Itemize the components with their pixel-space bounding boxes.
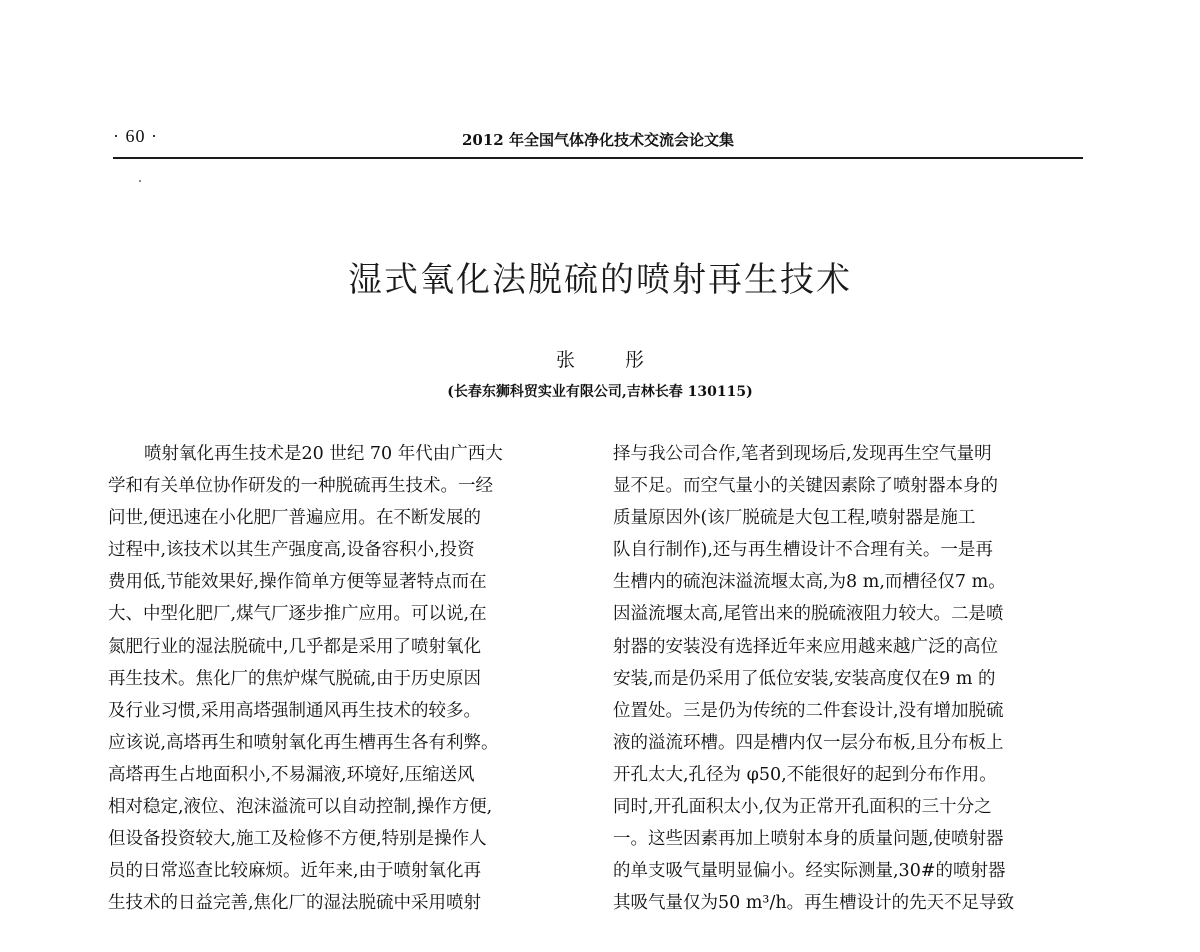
- body-line: 的单支吸气量明显偏小。经实际测量,30#的喷射器: [613, 861, 1006, 882]
- body-line: 费用低,节能效果好,操作简单方便等显著特点而在: [108, 572, 487, 593]
- body-line: 员的日常巡查比较麻烦。近年来,由于喷射氧化再: [108, 861, 482, 882]
- body-line: 但设备投资较大,施工及检修不方便,特别是操作人: [108, 829, 487, 850]
- body-line: 其吸气量仅为50 m³/h。再生槽设计的先天不足导致: [613, 893, 1015, 914]
- body-line: 择与我公司合作,笔者到现场后,发现再生空气量明: [613, 444, 992, 464]
- body-line: 液的溢流环槽。四是槽内仅一层分布板,且分布板上: [613, 732, 1004, 753]
- body-line: 过程中,该技术以其生产强度高,设备容积小,投资: [108, 540, 475, 561]
- body-line: 安装,而是仍采用了低位安装,安装高度仅在9 m 的: [613, 668, 996, 689]
- body-line: 因溢流堰太高,尾管出来的脱硫液阻力较大。二是喷: [613, 604, 1004, 625]
- body-line: 位置处。三是仍为传统的二件套设计,没有增加脱硫: [613, 700, 1004, 721]
- scan-dot: [139, 180, 141, 182]
- body-line: 氮肥行业的湿法脱硫中,几乎都是采用了喷射氧化: [108, 636, 482, 657]
- body-line: 应该说,高塔再生和喷射氧化再生槽再生各有利弊。: [108, 732, 499, 753]
- body-line: 队自行制作),还与再生槽设计不合理有关。一是再: [613, 540, 993, 561]
- body-line: 开孔太大,孔径为 φ50,不能很好的起到分布作用。: [613, 764, 997, 785]
- page-number: · 60 ·: [113, 126, 158, 146]
- body-left-column: [108, 438, 578, 919]
- body-line: 一。这些因素再加上喷射本身的质量问题,使喷射器: [613, 829, 1004, 850]
- body-line: 显不足。而空气量小的关键因素除了喷射器本身的: [613, 476, 998, 497]
- body-line: 高塔再生占地面积小,不易漏液,环境好,压缩送风: [108, 764, 475, 785]
- body-line: 再生技术。焦化厂的焦炉煤气脱硫,由于历史原因: [108, 668, 482, 689]
- body-right-column: [613, 438, 1083, 919]
- article-title: 湿式氧化法脱硫的喷射再生技术: [348, 260, 852, 300]
- body-line: 质量原因外(该厂脱硫是大包工程,喷射器是施工: [613, 508, 976, 529]
- body-line: 生槽内的硫泡沫溢流堰太高,为8 m,而槽径仅7 m。: [613, 572, 1006, 593]
- author-affiliation: (长春东狮科贸实业有限公司,吉林长春 130115): [447, 384, 753, 400]
- author-name: 张 彤: [555, 349, 667, 371]
- body-line: 相对稳定,液位、泡沫溢流可以自动控制,操作方便,: [108, 797, 493, 818]
- body-line: 生技术的日益完善,焦化厂的湿法脱硫中采用喷射: [108, 893, 482, 914]
- body-line: 同时,开孔面积太小,仅为正常开孔面积的三十分之: [613, 797, 992, 818]
- header-rule: [113, 157, 1083, 159]
- body-line: 学和有关单位协作研发的一种脱硫再生技术。一经: [108, 476, 493, 497]
- body-line: 问世,便迅速在小化肥厂普遍应用。在不断发展的: [108, 508, 482, 529]
- body-line: 大、中型化肥厂,煤气厂逐步推广应用。可以说,在: [108, 604, 487, 625]
- body-line: 及行业习惯,采用高塔强制通风再生技术的较多。: [108, 700, 482, 721]
- journal-title: 2012 年全国气体净化技术交流会论文集: [462, 131, 734, 149]
- body-line: 喷射氧化再生技术是20 世纪 70 年代由广西大: [144, 444, 503, 464]
- page-header: [113, 126, 1083, 156]
- body-line: 射器的安装没有选择近年来应用越来越广泛的高位: [613, 636, 998, 657]
